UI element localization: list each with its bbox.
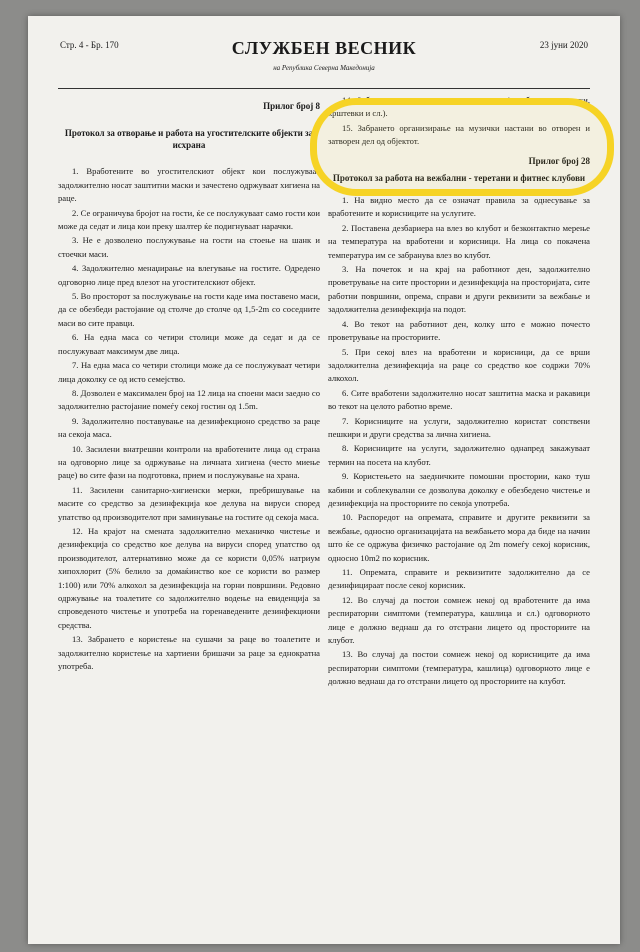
- annex-label: Прилог број 28: [528, 155, 590, 166]
- protocol-heading: Протокол за работа на вежбални - теретани и фитнес клубови: [332, 173, 586, 184]
- paragraph: 6. На една маса со четири столици може да седат и да се послужуваат максимум две лица.: [58, 332, 320, 356]
- paragraph: 7. Корисниците на услуги, задолжително користат сопствени пешкири и други средства за лична хигиена.: [328, 415, 590, 439]
- paragraph: 1. Вработените во угостителскиот објект кои послужуваат задолжително носат заштитни маски и зачестено одржуваат хигиена на раце.: [58, 166, 320, 204]
- paragraph: 15. Забрането организирање на музички настани во отворен и затворен дел од објектот.: [328, 122, 590, 147]
- paragraph: 3. Не е дозволено послужување на гости на стоење на шанк и стоечки маси.: [58, 235, 320, 259]
- paragraph: 3. На почеток и на крај на работниот ден, задолжително проветрување на сите простории и дезинфекција на просторијата, сите работни површини, опрема, справи и други реквизити за вежбање и задолжителна дезинфекција на подот.: [328, 264, 590, 315]
- issue-date: 23 јуни 2020: [539, 40, 588, 50]
- paragraph: 8. Корисниците на услуги, задолжително однапред закажуваат термин на посета на клубот.: [328, 443, 590, 467]
- header-rule: [58, 88, 590, 89]
- gazette-subtitle: на Република Северна Македонија: [273, 64, 375, 72]
- paragraph: 4. Задолжително менаџирање на влегување на гостите. Одредено одговорно лице пред влезот на угостителскиот објект.: [58, 263, 320, 287]
- paragraph: 8. Дозволен е максимален број на 12 лица на спoени маси заедно со задолжително растојание помеѓу секој гостин од 1.5m.: [58, 387, 320, 412]
- gazette-page: [28, 16, 620, 944]
- paragraph: 9. Користењето на заедничките помошни простории, како туш кабини и соблекувални се дозволува доколку е обезбедено чистење и дезинфекција на просториите по секоја употреба.: [328, 471, 590, 508]
- right-column: [328, 94, 590, 690]
- paragraph: 13. Во случај да постои сомнеж некој од корисниците да има респираторни симптоми (температура, кашлица) одговорното лице е должно веднаш да го отстрани лицето од просториите на клубот.: [328, 649, 590, 687]
- paragraph: 5. Во просторот за послужување на гости каде има поставено маси, да се обезбеди растојание од столче до столче од 1,5-2m со соседните маси во сите правци.: [58, 291, 320, 328]
- annex-label: Прилог број 8: [263, 101, 320, 111]
- paragraph: 1. На видно место да се означат правила за однесување за вработените и корисниците на услугите.: [328, 195, 590, 219]
- paragraph: 2. Поставена дезбариера на влез во клубот и безконтактно мерење на температура на вработени и корисници. На лица со покачена температура им се забранува влез во клубот.: [328, 222, 590, 260]
- paragraph: 6. Сите вработени задолжително носат заштитна маска и ракавици во текот на целото работно време.: [328, 387, 590, 412]
- paragraph: 12. На крајот на смената задолжително механичко чистење и дезинфекција со средство кое делува на вируси според упатство од производителот, алтернативно може да се користи 0,05% натриум хипохлорит (5% белило за домаќинство кое се користи во размер 1:100) или 70% алкохол за дезинфекција на горни површини. Редовно одржување на тоалетите со задолжително водење на евиденција за спроведеното чистење и употреба на горенаведените дезинфекциони средства.: [58, 525, 320, 630]
- page-number: Стр. 4 - Бр. 170: [60, 40, 119, 50]
- gazette-title: СЛУЖБЕН ВЕСНИК: [231, 38, 417, 58]
- paragraph: 12. Во случај да постои сомнеж некој од вработените да има респираторни симптоми (температура, кашлица и сл.) одговорното лице е должно веднаш да го отстрани лицето од просториите на клубот.: [328, 594, 590, 646]
- paragraph: 14. Забрането организирање на прослави (свадби, роденденски, крштевки и сл.).: [328, 95, 590, 119]
- paragraph: 2. Се ограничува бројот на гости, ќе се послужуваат само гости кои може да седат и лица кои преку шалтер ќе подигнуваат нарачки.: [58, 207, 320, 232]
- paragraph: 11. Опремата, справите и реквизитите задолжително да се дезинфицираат после секој корисник.: [328, 567, 590, 591]
- paragraph: 13. Забрането е користење на сушачи за раце во тоалетите и задолжително користење на хартиени бришачи за раце за еднократна употреба.: [58, 634, 320, 672]
- paragraph: 4. Во текот на работниот ден, колку што е можно почесто проветрување на просториите.: [328, 318, 590, 343]
- protocol-heading: Протокол за отворање и работа на угостителските објекти за исхрана: [64, 128, 314, 151]
- paragraph: 7. На една маса со четири столици може да се послужуваат четири лица доколку се од исто семејство.: [58, 360, 320, 384]
- left-column: [58, 94, 320, 674]
- paragraph: 5. При секој влез на вработени и корисници, да се врши задолжителна дезинфекција на раце со средство кое содржи 70% алкохол.: [328, 346, 590, 384]
- paragraph: 10. Распоредот на опремата, справите и другите реквизити за вежбање, односно организацијата на вежбањето мора да биде на начин што ќе се одржува физичко растојание од 2m помеѓу секој корисник, односно 10m2 по корисник.: [328, 512, 590, 563]
- paragraph: 9. Задолжително поставување на дезинфекционо средство за раце на секоја маса.: [58, 415, 320, 440]
- masthead: [28, 38, 620, 88]
- paragraph: 11. Засилени санитарно-хигиенски мерки, пребришување на масите со средство за дезинфекција кое делува на вируси според упатство од производителот при заминување на гостите од секоја маса.: [58, 484, 320, 522]
- paragraph: 10. Засилени внатрешни контроли на вработените лица од страна на одговорно лице за одржување на личната хигиена (често миење раце) во сите фази на подготовка, прием и послужување на храна.: [58, 443, 320, 481]
